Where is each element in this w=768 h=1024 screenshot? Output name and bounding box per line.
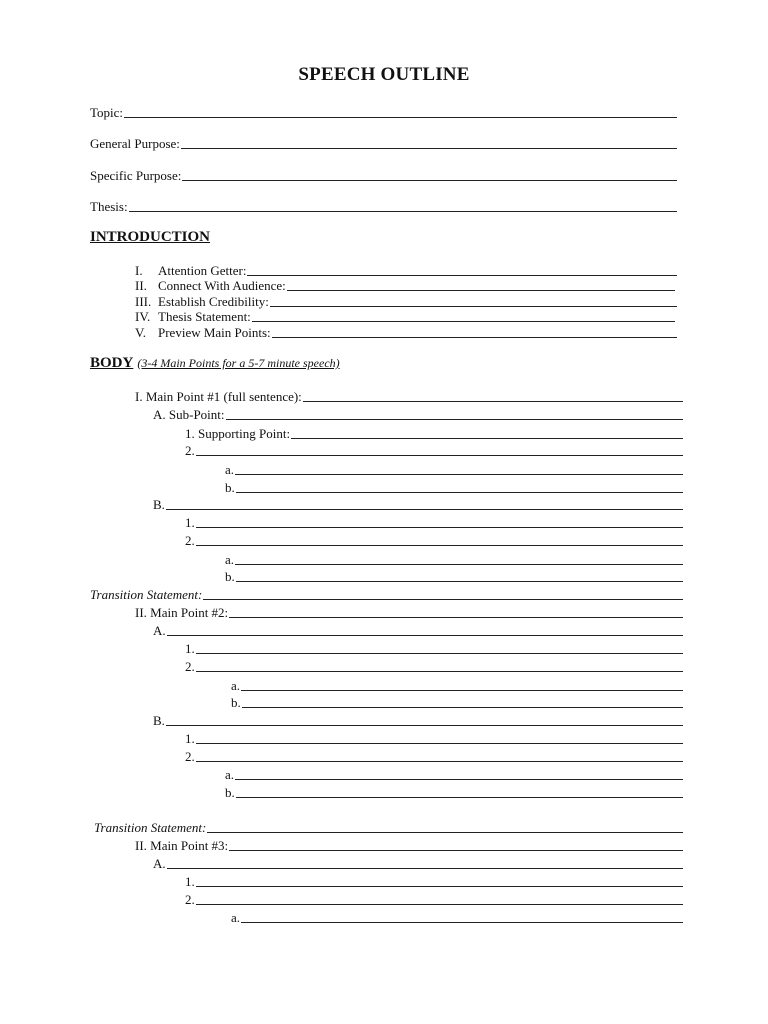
detail-a[interactable] [225,766,683,782]
main-point-3-label: II. Main Point #3: [135,838,229,853]
supporting-point-blank[interactable] [196,640,683,654]
detail-blank[interactable] [241,677,683,691]
main-point-3-blank[interactable] [229,837,683,851]
sub-point-a-blank[interactable] [226,406,683,420]
intro-numeral: V. [135,325,146,340]
transition-label: Transition Statement: [94,820,207,835]
intro-numeral: IV. [135,309,151,324]
letter-label: b. [225,480,235,495]
intro-blank[interactable] [247,262,677,276]
detail-blank[interactable] [241,909,683,923]
detail-b[interactable] [231,694,683,710]
introduction-heading: INTRODUCTION [90,229,211,245]
general-purpose-blank[interactable] [181,135,677,149]
number-label: 1. [185,874,195,889]
topic-blank[interactable] [124,104,677,118]
supporting-point-2[interactable] [185,532,683,548]
letter-label: b. [231,695,241,710]
detail-a[interactable] [231,677,683,693]
number-label: 1. [185,731,195,746]
thesis-field[interactable] [90,198,677,214]
intro-numeral: I. [135,263,143,278]
intro-label: Preview Main Points: [158,325,271,340]
main-point-2[interactable] [135,604,683,620]
main-point-1-label: I. Main Point #1 (full sentence): [135,389,302,404]
letter-label: a. [231,910,241,925]
detail-blank[interactable] [236,479,683,493]
intro-item-connect-audience[interactable] [135,277,675,293]
page-title: SPEECH OUTLINE [298,64,470,85]
letter-label: a. [231,678,241,693]
letter-label: A. [153,856,166,871]
intro-item-attention-getter[interactable] [135,262,677,278]
detail-b[interactable] [225,479,683,495]
detail-blank[interactable] [235,766,683,780]
intro-label: Thesis Statement: [158,309,251,324]
sub-point-a[interactable] [153,406,683,422]
intro-blank[interactable] [287,277,675,291]
transition-statement-1[interactable] [90,586,683,602]
body-heading-text: BODY [90,355,134,371]
intro-item-credibility[interactable] [135,293,677,309]
supporting-point-2[interactable] [185,442,683,458]
intro-blank[interactable] [252,308,675,322]
supporting-point-blank[interactable] [196,873,683,887]
letter-label: B. [153,497,165,512]
supporting-point-2[interactable] [185,748,683,764]
general-purpose-field[interactable] [90,135,677,151]
sub-point-b[interactable] [153,496,683,512]
transition-label: Transition Statement: [90,587,203,602]
transition-blank[interactable] [207,819,683,833]
supporting-point-1[interactable] [185,730,683,746]
letter-label: a. [225,767,235,782]
specific-purpose-blank[interactable] [182,167,677,181]
letter-label: a. [225,462,235,477]
supporting-point-blank[interactable] [196,891,683,905]
supporting-point-label: 1. Supporting Point: [185,426,291,441]
number-label: 2. [185,892,195,907]
sub-point-blank[interactable] [166,496,683,510]
number-label: 2. [185,533,195,548]
main-point-2-label: II. Main Point #2: [135,605,229,620]
transition-statement-2[interactable] [94,819,683,835]
intro-label: Attention Getter: [158,263,247,278]
letter-label: b. [225,569,235,584]
letter-label: b. [225,785,235,800]
detail-a[interactable] [231,909,683,925]
detail-a[interactable] [225,551,683,567]
supporting-point-1[interactable] [185,514,683,530]
number-label: 1. [185,641,195,656]
letter-label: A. [153,623,166,638]
supporting-point-blank[interactable] [196,532,683,546]
detail-b[interactable] [225,568,683,584]
general-purpose-label: General Purpose: [90,136,180,151]
sub-point-a[interactable] [153,855,683,871]
thesis-label: Thesis: [90,199,128,214]
supporting-point-1[interactable] [185,425,683,441]
detail-b[interactable] [225,784,683,800]
number-label: 2. [185,443,195,458]
detail-blank[interactable] [235,461,683,475]
supporting-point-blank[interactable] [196,658,683,672]
intro-item-preview[interactable] [135,324,677,340]
transition-blank[interactable] [203,586,683,600]
supporting-point-blank[interactable] [196,442,683,456]
sub-point-a-label: A. Sub-Point: [153,407,225,422]
detail-blank[interactable] [242,694,683,708]
intro-blank[interactable] [272,324,677,338]
body-note: (3-4 Main Points for a 5-7 minute speech) [137,356,340,370]
supporting-point-blank[interactable] [196,748,683,762]
intro-label: Connect With Audience: [158,278,286,293]
letter-label: a. [225,552,235,567]
supporting-point-blank[interactable] [196,514,683,528]
supporting-point-2[interactable] [185,891,683,907]
detail-blank[interactable] [235,551,683,565]
detail-blank[interactable] [236,568,683,582]
number-label: 2. [185,749,195,764]
intro-numeral: III. [135,294,152,309]
supporting-point-blank[interactable] [196,730,683,744]
supporting-point-1[interactable] [185,640,683,656]
body-heading [90,355,340,372]
sub-point-blank[interactable] [167,622,683,636]
topic-label: Topic: [90,105,124,120]
sub-point-a[interactable] [153,622,683,638]
main-point-1[interactable] [135,388,683,404]
specific-purpose-label: Specific Purpose: [90,168,182,183]
supporting-point-2[interactable] [185,658,683,674]
number-label: 2. [185,659,195,674]
intro-blank[interactable] [270,293,677,307]
sub-point-b[interactable] [153,712,683,728]
sub-point-blank[interactable] [166,712,683,726]
intro-numeral: II. [135,278,147,293]
specific-purpose-field[interactable] [90,167,677,183]
main-point-2-blank[interactable] [229,604,683,618]
sub-point-blank[interactable] [167,855,683,869]
number-label: 1. [185,515,195,530]
intro-item-thesis-statement[interactable] [135,308,675,324]
thesis-blank[interactable] [129,198,677,212]
supporting-point-blank[interactable] [291,425,683,439]
detail-a[interactable] [225,461,683,477]
letter-label: B. [153,713,165,728]
topic-field[interactable] [90,104,677,120]
detail-blank[interactable] [236,784,683,798]
supporting-point-1[interactable] [185,873,683,889]
intro-label: Establish Credibility: [158,294,269,309]
main-point-3[interactable] [135,837,683,853]
main-point-1-blank[interactable] [303,388,683,402]
